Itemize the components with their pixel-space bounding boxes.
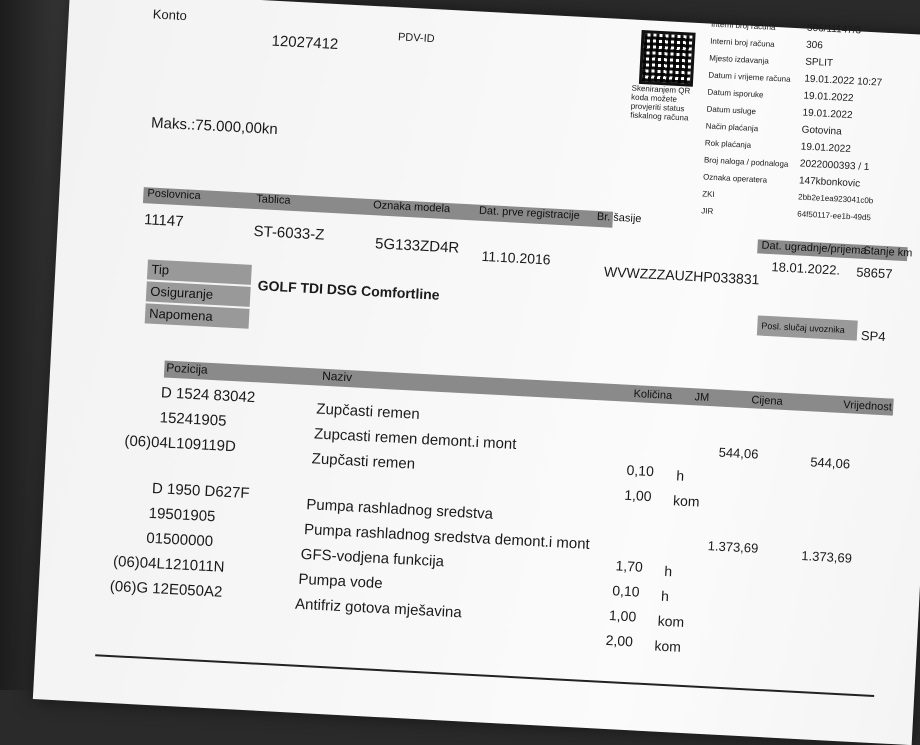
col-header: Dat. ugradnje/prijema bbox=[761, 239, 867, 258]
info-value: SPLIT bbox=[804, 56, 834, 70]
item-qty: 1,00 bbox=[608, 607, 637, 625]
info-label: ZKI bbox=[701, 189, 715, 200]
item-qty: 2,00 bbox=[605, 631, 634, 650]
item-price: 544,06 bbox=[718, 444, 759, 462]
item-name: Zupcasti remen demont.i mont bbox=[313, 425, 517, 453]
info-label: JIR bbox=[701, 206, 714, 216]
col-header: Vrijednost bbox=[843, 399, 893, 414]
tip-label-box bbox=[147, 259, 252, 284]
posl-slucaj-value: SP4 bbox=[860, 327, 886, 345]
item-name: Zupčasti remen bbox=[315, 400, 421, 423]
model-value: 5G133ZD4R bbox=[374, 235, 460, 257]
col-header: JM bbox=[694, 391, 710, 405]
table-bottom-line bbox=[95, 654, 874, 697]
qr-code bbox=[639, 30, 696, 87]
konto-label: Konto bbox=[152, 6, 188, 24]
tip-label: Tip bbox=[151, 261, 170, 278]
info-value: 64f50117-ee1b-49d5 bbox=[797, 209, 872, 223]
item-unit: h bbox=[660, 587, 670, 605]
info-value: 19.01.2022 bbox=[803, 90, 854, 105]
info-value: 19.01.2022 10:27 bbox=[804, 73, 883, 89]
info-label: Interni broj računa bbox=[709, 36, 775, 49]
info-label: Interni broj računa bbox=[710, 19, 776, 32]
col-header: Stanje km bbox=[863, 244, 913, 260]
pdv-id-label: PDV-ID bbox=[397, 31, 435, 46]
tip-value: GOLF TDI DSG Comfortline bbox=[257, 277, 440, 303]
item-name: GFS-vodjena funkcija bbox=[300, 545, 445, 571]
item-code: 01500000 bbox=[145, 529, 214, 551]
info-value: 19.01.2022 bbox=[802, 107, 853, 122]
items-header-bar bbox=[164, 360, 894, 415]
col-header: Poslovnica bbox=[147, 187, 201, 203]
posl-slucaj-label: Posl. slučaj uvoznika bbox=[761, 320, 846, 336]
item-qty: 0,10 bbox=[611, 582, 640, 600]
item-unit: kom bbox=[654, 637, 682, 655]
item-name: Pumpa vode bbox=[298, 570, 384, 593]
item-qty: 0,10 bbox=[626, 461, 655, 480]
col-header: Dat. prve registracije bbox=[478, 204, 581, 222]
item-unit: h bbox=[676, 467, 685, 484]
info-value: 2022000393 / 1 bbox=[799, 158, 870, 174]
item-code: 19501905 bbox=[148, 504, 216, 526]
item-code: D 1950 D627F bbox=[151, 479, 250, 503]
item-code: D 1524 83042 bbox=[160, 384, 256, 407]
tablica-value: ST-6033-Z bbox=[253, 222, 325, 244]
vehicle-header-bar bbox=[143, 187, 642, 231]
osiguranje-label: Osiguranje bbox=[149, 283, 214, 302]
col-header: Količina bbox=[633, 388, 673, 403]
col-header: Tablica bbox=[256, 193, 291, 207]
item-name: Pumpa rashladnog sredstva bbox=[305, 496, 494, 523]
item-name: Antifriz gotova mješavina bbox=[294, 595, 463, 622]
max-amount: Maks.:75.000,00kn bbox=[150, 114, 279, 139]
info-label: Broj naloga / podnaloga bbox=[703, 155, 789, 169]
posl-slucaj-box bbox=[757, 315, 858, 340]
invoice-paper bbox=[33, 0, 920, 745]
info-label: Rok plaćanja bbox=[704, 138, 752, 150]
item-name: Pumpa rashladnog sredstva demont.i mont bbox=[303, 521, 591, 553]
info-label: Oznaka operatera bbox=[702, 172, 768, 185]
item-code: (06)04L109119D bbox=[124, 432, 237, 456]
col-header: Br. šasije bbox=[596, 210, 642, 226]
poslovnica-value: 11147 bbox=[143, 211, 184, 231]
item-unit: kom bbox=[657, 612, 685, 631]
info-value: 2bb2e1ea923041c0b bbox=[797, 192, 874, 206]
intake-date-value: 18.01.2022. bbox=[771, 259, 841, 278]
first-reg-value: 11.10.2016 bbox=[481, 247, 552, 268]
col-header: Oznaka modela bbox=[372, 199, 451, 216]
info-value: 19.01.2022 bbox=[800, 141, 852, 156]
info-value: 306 bbox=[805, 39, 824, 52]
col-header: Cijena bbox=[751, 394, 783, 408]
info-label: Datum isporuke bbox=[707, 87, 764, 100]
info-value: Gotovina bbox=[801, 124, 842, 138]
item-unit: h bbox=[663, 562, 673, 580]
info-label: Način plaćanja bbox=[705, 121, 759, 134]
col-header: Naziv bbox=[321, 368, 353, 385]
item-qty: 1,00 bbox=[623, 486, 652, 505]
info-value: 147kbonkovic bbox=[798, 175, 861, 190]
napomena-label-box bbox=[145, 303, 250, 328]
item-value: 1.373,69 bbox=[801, 548, 853, 566]
km-value: 58657 bbox=[855, 264, 893, 282]
item-code: (06)G 12E050A2 bbox=[109, 577, 223, 601]
item-name: Zupčasti remen bbox=[311, 450, 416, 473]
item-unit: kom bbox=[672, 492, 700, 510]
napomena-label: Napomena bbox=[148, 305, 214, 324]
konto-value: 12027412 bbox=[271, 32, 339, 54]
osiguranje-label-box bbox=[146, 281, 251, 306]
item-code: 15241905 bbox=[159, 409, 227, 430]
info-label: Mjesto izdavanja bbox=[709, 53, 770, 66]
item-value: 544,06 bbox=[809, 454, 851, 472]
info-value: 306/11147/3 bbox=[806, 22, 862, 37]
info-label: Datum i vrijeme računa bbox=[708, 70, 791, 84]
info-label: Datum usluge bbox=[706, 104, 757, 117]
item-qty: 1,70 bbox=[615, 557, 644, 575]
col-header: Pozicija bbox=[166, 360, 209, 377]
vin-value: WVWZZZAUZHP033831 bbox=[603, 263, 760, 288]
item-price: 1.373,69 bbox=[707, 538, 759, 556]
item-code: (06)04L121011N bbox=[112, 553, 225, 576]
vehicle-header-bar-2 bbox=[757, 239, 913, 261]
qr-caption: Skeniranjem QR koda možete provjeriti status fiskalnog računa bbox=[629, 83, 691, 123]
